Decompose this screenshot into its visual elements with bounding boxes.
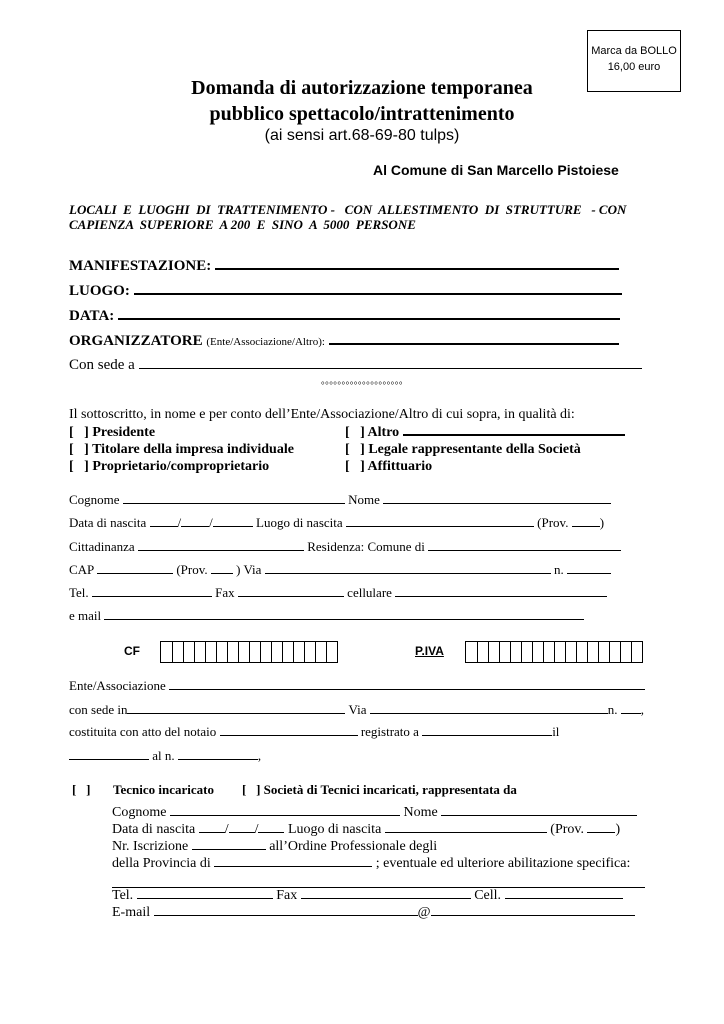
cittadinanza-field[interactable] [138,549,304,551]
n-field[interactable] [567,572,611,574]
registrato-label: registrato a [360,724,419,739]
birth-day-field[interactable] [150,525,178,527]
tel-label: Tel. [69,585,89,600]
organizzatore-note: (Ente/Associazione/Altro): [206,336,325,348]
tech-nome-label: Nome [403,805,438,820]
cf-boxes[interactable] [160,641,338,663]
registrato-field[interactable] [422,734,552,736]
tech-email-label: E-mail [112,905,151,920]
manifestazione-field[interactable] [215,268,619,270]
ente-field[interactable] [169,688,645,690]
ente-sede-field[interactable] [127,712,345,714]
fax-label: Fax [215,585,235,600]
address-row [69,562,611,578]
tech-provincia-row [112,856,630,872]
title-line-2: pubblico spettacolo/intrattenimento [209,103,515,125]
cap-field[interactable] [97,572,173,574]
sede-field[interactable] [139,367,642,369]
manifestazione-row [69,258,619,275]
role-proprietario[interactable]: [ ] Proprietario/comproprietario [69,459,270,474]
tech-prov-label: (Prov. [550,822,584,837]
category-line-1: LOCALI E LUOGHI DI TRATTENIMENTO - CON ALLESTIMENTO DI STRUTTURE - CON [69,202,627,217]
birthplace-label: Luogo di nascita [256,515,343,530]
prov-field[interactable] [572,525,600,527]
cellulare-label: cellulare [347,585,392,600]
citizenship-row [69,539,621,555]
tech-birthplace-field[interactable] [385,831,547,833]
birthplace-field[interactable] [346,525,534,527]
tech-email-user-field[interactable] [154,914,418,916]
tech-iscrizione-field[interactable] [192,848,266,850]
ente-sede-row: con sede in Via n. , [69,702,644,717]
tech-birth-year-field[interactable] [258,831,284,833]
luogo-label: LUOGO: [69,283,130,299]
tech-contacts-row [112,888,623,904]
fax-field[interactable] [238,595,344,597]
data-row [69,308,620,325]
al-n-field[interactable] [178,758,258,760]
il-label: il [552,724,560,739]
tecnico-checkbox[interactable]: [ ] [72,782,91,797]
tech-abilitazione-label: ; eventuale ed ulteriore abilitazione specifica: [375,856,631,871]
tech-cell-field[interactable] [505,897,623,899]
tech-iscrizione-label: Nr. Iscrizione [112,839,189,854]
luogo-field[interactable] [134,293,622,295]
n-label: n. [553,562,564,577]
costituita-label: costituita con atto del notaio [69,724,217,739]
tech-email-row [112,905,635,921]
email-label: e mail [69,608,102,623]
stamp-line-1: Marca da BOLLO [591,45,677,57]
sede-row [69,357,642,374]
birth-month-field[interactable] [181,525,209,527]
contacts-row [69,585,607,601]
via-field[interactable] [265,572,551,574]
al-n-label: al n. [152,748,175,763]
ente-n-label: n. [607,702,618,717]
data-label: DATA: [69,308,115,324]
organizzatore-row [69,333,619,350]
recipient: Al Comune di San Marcello Pistoiese [373,162,619,178]
societa-tecnici-option[interactable]: [ ] Società di Tecnici incaricati, rappresentata da [242,782,517,797]
role-altro[interactable]: [ ] Altro [345,425,400,440]
ente-label: Ente/Associazione [69,678,166,693]
tech-prov-field[interactable] [587,831,615,833]
tech-cognome-label: Cognome [112,805,167,820]
cittadinanza-label: Cittadinanza [69,539,135,554]
data-field[interactable] [118,318,620,320]
tel-field[interactable] [92,595,212,597]
tech-ordine-label: all’Ordine Professionale degli [269,839,438,854]
manifestazione-label: MANIFESTAZIONE: [69,258,212,274]
cognome-field[interactable] [123,502,345,504]
tech-name-row [112,805,637,821]
tech-birth-day-field[interactable] [199,831,225,833]
address-prov-label: (Prov. [176,562,208,577]
nome-label: Nome [348,492,380,507]
tech-email-domain-field[interactable] [431,914,635,916]
role-altro-row [345,425,625,441]
at-sign: @ [417,905,431,920]
luogo-row [69,283,622,300]
tech-cell-label: Cell. [474,888,502,903]
birth-year-field[interactable] [213,525,253,527]
tech-iscrizione-row [112,839,437,855]
organizzatore-label: ORGANIZZATORE [69,333,203,349]
tech-cognome-field[interactable] [170,814,400,816]
ente-row [69,678,645,694]
tech-fax-field[interactable] [301,897,471,899]
cellulare-field[interactable] [395,595,607,597]
separator: °°°°°°°°°°°°°°°°°°°° [321,380,403,390]
ente-via-field[interactable] [370,712,608,714]
prov-label: (Prov. [537,515,569,530]
email-field[interactable] [104,618,584,620]
cognome-label: Cognome [69,492,120,507]
notaio-field[interactable] [220,734,358,736]
declarant-intro: Il sottoscritto, in nome e per conto dell’Ente/Associazione/Altro di cui sopra, in qualità di: [69,407,575,422]
tech-birth-row: Data di nascita / / Luogo di nascita (Prov. ) [112,822,621,837]
piva-label: P.IVA [415,644,444,658]
via-label: ) Via [236,562,262,577]
role-affittuario[interactable]: [ ] Affittuario [345,459,433,474]
birthdate-label: Data di nascita [69,515,147,530]
tech-tel-label: Tel. [112,888,134,903]
cf-label: CF [124,644,140,658]
organizzatore-field[interactable] [329,343,619,345]
residenza-field[interactable] [428,549,621,551]
tech-provincia-label: della Provincia di [112,856,211,871]
title-line-3: (ai sensi art.68-69-80 tulps) [264,127,460,144]
role-altro-field[interactable] [403,434,625,436]
ente-via-label: Via [348,702,367,717]
role-presidente[interactable]: [ ] Presidente [69,425,156,440]
cap-label: CAP [69,562,94,577]
address-prov-field[interactable] [211,572,233,574]
residenza-label: Residenza: Comune di [307,539,425,554]
stamp-line-2: 16,00 euro [607,61,661,73]
role-legale[interactable]: [ ] Legale rappresentante della Società [345,442,581,457]
tech-birthdate-label: Data di nascita [112,822,196,837]
sede-label: Con sede a [69,357,135,373]
al-n-row: al n. , [69,748,261,764]
email-row [69,608,584,624]
ente-n-field[interactable] [621,712,641,714]
tech-fax-label: Fax [276,888,298,903]
nome-field[interactable] [383,502,611,504]
birth-row: Data di nascita / / Luogo di nascita (Prov. ) [69,515,605,530]
tech-nome-field[interactable] [441,814,637,816]
ente-sede-label: con sede in [69,702,128,717]
cognome-nome-row [69,492,611,508]
tech-tel-field[interactable] [137,897,273,899]
tech-provincia-field[interactable] [214,865,372,867]
tech-birthplace-label: Luogo di nascita [287,822,382,837]
title-line-1: Domanda di autorizzazione temporanea [191,77,533,99]
notaio-row [69,724,559,740]
role-titolare[interactable]: [ ] Titolare della impresa individuale [69,442,294,457]
registration-date-field[interactable] [69,758,149,760]
piva-boxes[interactable] [465,641,643,663]
tech-birth-month-field[interactable] [229,831,255,833]
category-line-2: CAPIENZA SUPERIORE A 200 E SINO A 5000 PERSONE [69,217,416,232]
tecnico-label: Tecnico incaricato [113,782,214,797]
